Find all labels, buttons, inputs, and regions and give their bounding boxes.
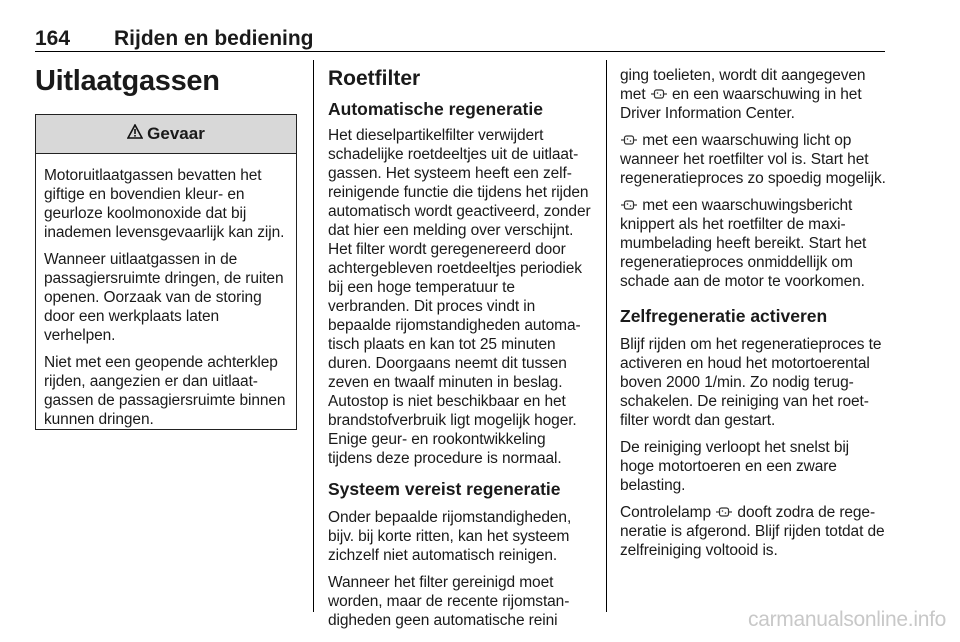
paragraph [620,196,886,291]
paragraph [620,131,886,188]
text-fragment: dooft zodra de regeneratie is afgerond. Blijf rijden totdat de zelfreiniging voltooid is. [620,504,885,559]
diesel-particulate-filter-icon [651,87,667,101]
danger-box-body [36,154,296,429]
paragraph: De reiniging verloopt het snelst bij hoge motortoeren en een zware belasting. [620,439,850,494]
section-title-uitlaatgassen: Uitlaatgassen [35,65,220,97]
paragraph: Onder bepaalde rijomstandigheden, bijv. bij korte ritten, kan het systeem zichzelf niet automatisch reinigen. [328,509,572,564]
text-fragment: ging toelieten, wordt dit aangegeven met [620,67,866,103]
danger-box-title: Gevaar [147,124,205,143]
subheading-systeem-vereist-regeneratie: Systeem vereist regeneratie [328,479,561,499]
text-fragment: met een waarschuwing licht op wanneer het roetfilter vol is. Start het regeneratieproces zo spoedig mogelijk. [620,132,886,187]
paragraph [620,66,886,123]
column-left [35,60,299,99]
chapter-title: Rijden en bediening [114,27,314,50]
page-number: 164 [35,27,71,50]
section-title-roetfilter: Roetfilter [328,67,421,90]
diesel-particulate-filter-icon [621,133,637,147]
column-right [620,66,886,568]
text-fragment: Controlelamp [620,504,711,521]
column-middle [328,60,591,638]
watermark: carmanualsonline.info [748,608,946,631]
text-fragment: en een waarschuwing in het Driver Information Center. [620,86,862,122]
paragraph [620,503,886,560]
danger-box [35,114,297,430]
danger-paragraph: Motoruitlaatgassen bevatten het giftige en bovendien kleur- en geurloze koolmonoxide dat bij inademen levensgevaarlijk kan zijn. [44,167,285,241]
diesel-particulate-filter-icon [621,198,637,212]
paragraph: Het dieselpartikelfilter verwijdert schadelijke roetdeeltjes uit de uitlaatgassen. Het systeem heeft een zelfreinigende functie die tijdens het rijden automatisch wordt geactiveerd, zonder dat hier een melding over verschijnt. Het filter wordt geregenereerd door achtergebleven roetdeeltjes periodiek bij een hoge temperatuur te verbranden. Dit proces vindt in bepaalde rijomstandigheden automatisch plaats en kan tot 25 minuten duren. Doorgaans neemt dit tussen zeven en twaalf minuten in beslag. Autostop is niet beschikbaar en het brandstofverbruik ligt mogelijk hoger. Enige geur- en rookontwikkeling tijdens deze procedure is normaal. [328,127,591,467]
warning-triangle-icon [127,124,143,144]
text-fragment: met een waarschuwingsbericht knippert als het roetfilter de maximumbelading heeft bereikt. Start het regeneratieproces onmiddellijk om schade aan de motor te voorkomen. [620,197,867,290]
danger-paragraph: Niet met een geopende achterklep rijden, aangezien er dan uitlaatgassen de passagiersruimte binnen kunnen dringen. [44,354,286,428]
paragraph: Blijf rijden om het regeneratieproces te activeren en houd het motortoerental boven 2000 1/min. Zo nodig terugschakelen. De reiniging van het roetfilter wordt dan gestart. [620,336,882,429]
danger-paragraph: Wanneer uitlaatgassen in de passagiersruimte dringen, de ruiten openen. Oorzaak van de storing door een werkplaats laten verhelpen. [44,251,284,344]
subheading-automatische-regeneratie: Automatische regeneratie [328,99,543,119]
danger-box-header [36,115,296,154]
column-divider [606,60,607,612]
paragraph: Wanneer het filter gereinigd moet worden, maar de recente rijomstandigheden geen automatische reini [328,574,570,629]
diesel-particulate-filter-icon [716,505,732,519]
column-divider [313,60,314,612]
header-divider [35,51,885,52]
subheading-zelfregeneratie-activeren: Zelfregeneratie activeren [620,306,828,326]
